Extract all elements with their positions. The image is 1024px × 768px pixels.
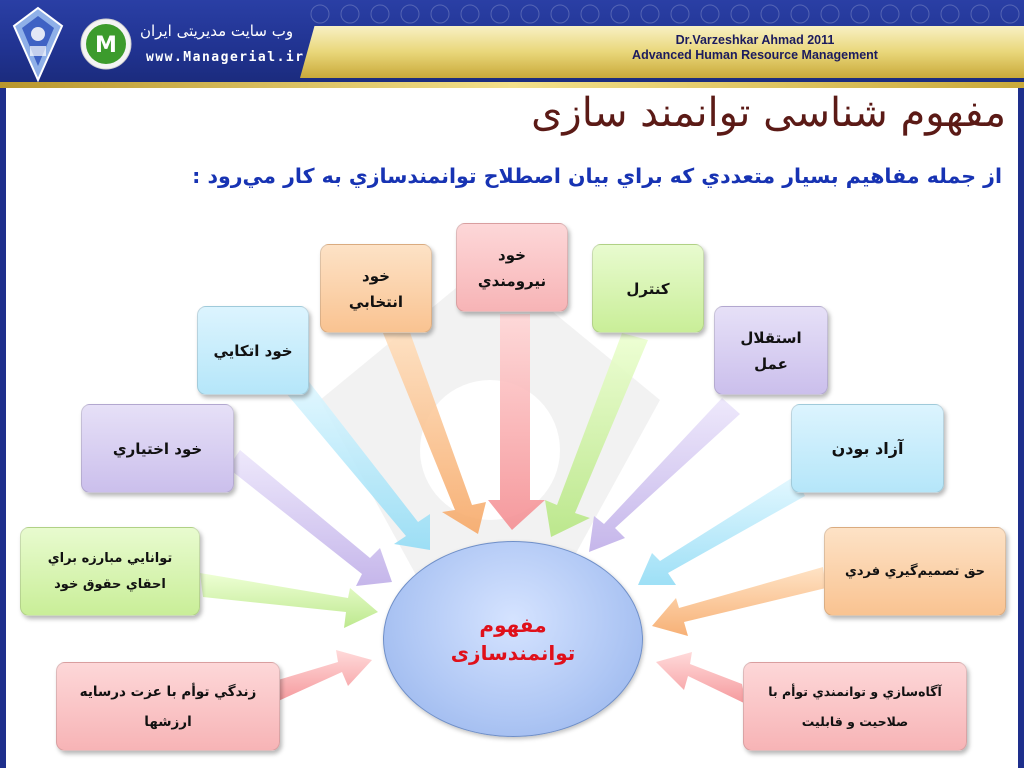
arrow-awareness — [656, 652, 746, 704]
box-control — [592, 244, 704, 333]
m-logo-letter: M — [95, 33, 117, 58]
center-line-1: مفهوم — [479, 613, 547, 637]
box-dignified-life-label: زندگي توأم با عزت درسايه ارزشها — [79, 683, 257, 730]
box-self-powerful-label: خود نيرومندي — [477, 245, 547, 290]
box-work-independence-label: استقلال عمل — [740, 328, 802, 373]
box-awareness-label: آگاه‌سازي و توانمندي توأم با صلاحيت و قابليت — [768, 683, 942, 729]
slide-title: مفهوم شناسی توانمند سازی — [531, 90, 1006, 136]
box-self-authority-label: خود اختياري — [112, 439, 203, 458]
box-individual-decision-label: حق تصميم‌گيري فردي — [844, 564, 986, 579]
box-awareness — [743, 662, 967, 751]
box-self-reliance — [197, 306, 309, 395]
site-name-fa: وب سایت مدیریتی ایران — [140, 22, 294, 40]
course-line: Advanced Human Resource Management — [632, 48, 878, 62]
center-line-2: توانمندسازی — [450, 641, 576, 665]
box-fight-ability-label: توانايي مبارزه براي احقاي حقوق خود — [47, 550, 173, 592]
slide-subtitle: از جمله مفاهيم بسيار متعددي كه براي بيان اصطلاح توانمندسازي به كار مي‌رود : — [192, 164, 1002, 188]
box-individual-decision — [824, 527, 1006, 616]
box-self-powerful — [456, 223, 568, 312]
box-dignified-life — [56, 662, 280, 751]
arrow-individual-decision — [652, 567, 826, 636]
box-self-choice — [320, 244, 432, 333]
arrow-dignified-life — [276, 650, 372, 702]
arrow-being-free — [638, 476, 805, 585]
box-self-authority — [81, 404, 234, 493]
box-self-reliance-label: خود اتكايي — [213, 341, 293, 360]
box-self-choice-label: خود انتخابي — [348, 266, 404, 311]
author-line: Dr.Varzeshkar Ahmad 2011 — [675, 33, 835, 47]
center-concept — [383, 541, 643, 737]
arrow-fight-ability — [200, 573, 378, 628]
arrow-top-center — [488, 314, 545, 530]
box-being-free — [791, 404, 944, 493]
box-work-independence — [714, 306, 828, 395]
box-being-free-label: آزاد بودن — [831, 439, 904, 458]
center-concept-text — [451, 611, 576, 667]
box-fight-ability — [20, 527, 200, 616]
site-url: www.Managerial.ir — [146, 50, 305, 65]
box-control-label: كنترل — [626, 279, 670, 298]
